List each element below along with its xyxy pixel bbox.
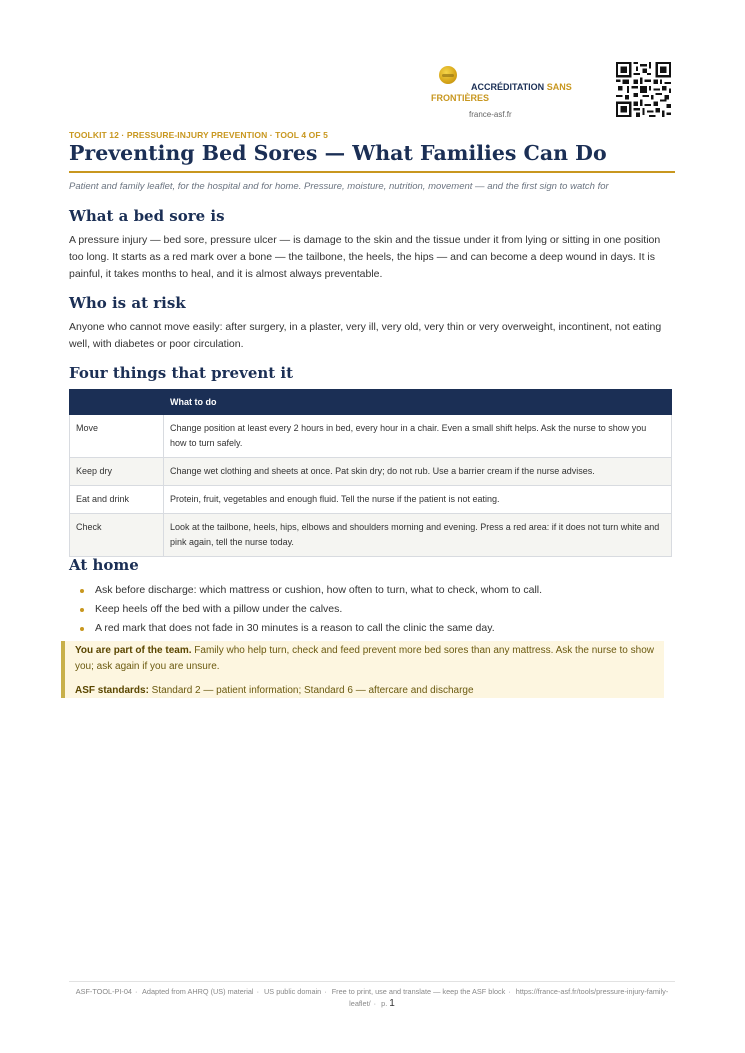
leaflet-page [69,0,675,1053]
brand-name-part2: SANS [546,82,572,92]
page-subtitle: Patient and family leaflet, for the hospital and for home. Pressure, moisture, nutrition, movement — and the first sign to watch for [69,181,609,192]
toolkit-kicker: TOOLKIT 12 · PRESSURE-INJURY PREVENTION · TOOL 4 OF 5 [69,130,328,140]
table-cell-action: Change wet clothing and sheets at once. Pat skin dry; do not rub. Use a barrier cream if the nurse advises. [164,458,672,486]
section-heading-risk: Who is at risk [69,294,186,312]
brand-name-part1: ACCRÉDITATION [471,82,545,92]
prevention-table [69,389,672,557]
qr-code-icon [616,62,671,117]
table-cell-topic: Check [70,514,164,557]
table-cell-action: Protein, fruit, vegetables and enough fluid. Tell the nurse if the patient is not eating. [164,486,672,514]
home-list [69,581,542,638]
table-cell-topic: Eat and drink [70,486,164,514]
brand-url[interactable]: france-asf.fr [469,110,512,119]
table-row [70,514,672,557]
callout-team-text [75,643,665,675]
callout-standards-text [75,683,665,699]
list-item: Ask before discharge: which mattress or cushion, how often to turn, what to check, whom to call. [69,581,542,600]
table-header-cell: What to do [164,390,672,415]
page-footer: ASF-TOOL-PI-04 · Adapted from AHRQ (US) material · US public domain · Free to print, use and translate — keep the ASF block · https://france-asf.fr/tools/pressure-injury-family-leaflet/ · p. 1 [75,987,669,1009]
callout-standards-body: Standard 2 — patient information; Standard 6 — aftercare and discharge [148,685,474,696]
table-row [70,458,672,486]
footer-page-prefix: p. [381,999,388,1008]
table-header-row [70,390,672,415]
section-heading-what: What a bed sore is [69,207,225,225]
section-heading-home: At home [69,556,139,574]
page-title: Preventing Bed Sores — What Families Can Do [69,141,675,173]
table-cell-action: Change position at least every 2 hours in bed, every hour in a chair. Even a small shift helps. Ask the nurse to show you how to turn safely. [164,415,672,458]
team-callout [61,641,664,698]
section-text-risk: Anyone who cannot move easily: after surgery, in a plaster, very ill, very old, very thin or very overweight, incontinent, not eating well, with diabetes or poor circulation. [69,321,662,350]
brand-block [431,62,601,122]
section-heading-prevent: Four things that prevent it [69,364,294,382]
table-header-cell [70,390,164,415]
callout-team-body: Family who help turn, check and feed prevent more bed sores than any mattress. Ask the nurse to show you; ask again if you are unsure. [75,645,654,672]
table-row [70,415,672,458]
list-item: Keep heels off the bed with a pillow under the calves. [69,600,542,619]
table-cell-action: Look at the tailbone, heels, hips, elbows and shoulders morning and evening. Press a red area: if it does not turn white and pink again, tell the nurse today. [164,514,672,557]
footer-license: US public domain [264,987,322,996]
table-row [70,486,672,514]
footer-page-number: 1 [389,998,395,1009]
footer-divider [69,981,675,982]
footer-url[interactable]: https://france-asf.fr/tools/pressure-injury-family-leaflet/ [349,987,669,1008]
footer-source: Adapted from AHRQ (US) material [142,987,254,996]
callout-standards-bold: ASF standards: [75,685,149,696]
brand-name-part3: FRONTIÈRES [431,93,490,103]
table-cell-topic: Move [70,415,164,458]
section-text-what: A pressure injury — bed sore, pressure ulcer — is damage to the skin and the tissue under it from lying or sitting in one position too long. It starts as a red mark over a bone — the tailbone, the heels, the hips — and can become a deep wound in days. It is painful, it takes months to heal, and it is almost always preventable. [69,234,661,280]
footer-usage: Free to print, use and translate — keep the ASF block [331,987,506,996]
callout-team-bold: You are part of the team. [75,645,192,656]
footer-doc-id: ASF-TOOL-PI-04 [75,987,132,996]
brand-name [431,82,601,104]
table-cell-topic: Keep dry [70,458,164,486]
list-item: A red mark that does not fade in 30 minutes is a reason to call the clinic the same day. [69,619,542,638]
